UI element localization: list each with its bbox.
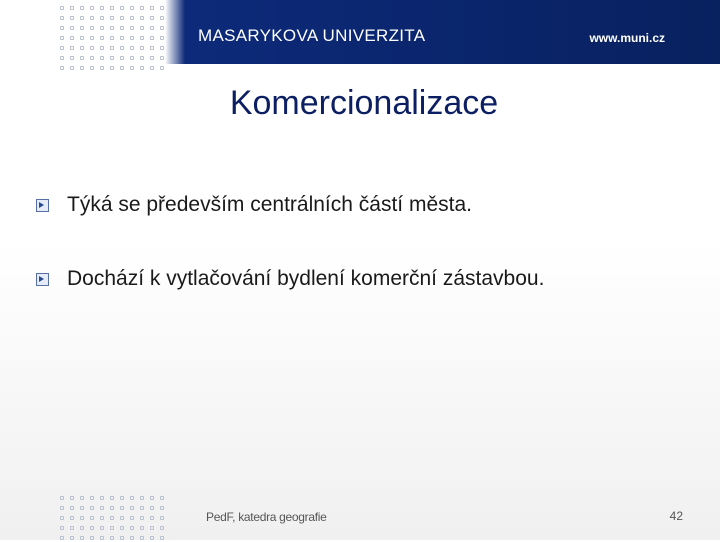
grid-dot xyxy=(90,526,94,530)
grid-dot xyxy=(140,66,144,70)
grid-dot xyxy=(100,506,104,510)
grid-dot xyxy=(140,16,144,20)
grid-dot xyxy=(90,56,94,60)
grid-dot xyxy=(120,506,124,510)
grid-dot xyxy=(90,36,94,40)
grid-dot xyxy=(110,26,114,30)
header-bar xyxy=(0,0,720,64)
grid-dot xyxy=(150,46,154,50)
grid-dot xyxy=(160,46,164,50)
grid-dot xyxy=(80,46,84,50)
grid-dot xyxy=(130,506,134,510)
grid-dot xyxy=(160,36,164,40)
grid-dot xyxy=(120,536,124,540)
grid-dot xyxy=(140,516,144,520)
grid-dot xyxy=(100,496,104,500)
university-name: MASARYKOVA UNIVERZITA xyxy=(198,26,426,45)
grid-dot xyxy=(120,66,124,70)
grid-dot xyxy=(60,16,64,20)
grid-dot xyxy=(100,66,104,70)
grid-dot xyxy=(150,66,154,70)
grid-dot xyxy=(130,56,134,60)
grid-dot xyxy=(80,6,84,10)
grid-dot xyxy=(60,56,64,60)
grid-dot xyxy=(140,56,144,60)
grid-dot xyxy=(60,526,64,530)
grid-dot xyxy=(100,46,104,50)
grid-dot xyxy=(130,536,134,540)
grid-dot xyxy=(60,46,64,50)
grid-dot xyxy=(80,496,84,500)
grid-dot xyxy=(120,6,124,10)
grid-dot xyxy=(120,16,124,20)
grid-dot xyxy=(90,536,94,540)
grid-dot xyxy=(120,526,124,530)
grid-dot xyxy=(80,36,84,40)
grid-dot xyxy=(160,66,164,70)
grid-dot xyxy=(110,46,114,50)
grid-dot xyxy=(160,16,164,20)
grid-dot xyxy=(100,536,104,540)
grid-dot xyxy=(150,56,154,60)
grid-dot xyxy=(130,496,134,500)
grid-dot xyxy=(80,516,84,520)
grid-dot xyxy=(70,66,74,70)
grid-dot xyxy=(160,536,164,540)
grid-dot xyxy=(130,66,134,70)
grid-dot xyxy=(70,46,74,50)
grid-dot xyxy=(90,46,94,50)
grid-dot xyxy=(90,516,94,520)
grid-dot xyxy=(140,6,144,10)
grid-dot xyxy=(60,66,64,70)
grid-dot xyxy=(120,496,124,500)
grid-dot xyxy=(80,536,84,540)
grid-dot xyxy=(120,46,124,50)
grid-dot xyxy=(70,36,74,40)
bullet-list xyxy=(36,190,696,338)
grid-dot xyxy=(60,26,64,30)
grid-dot xyxy=(120,26,124,30)
grid-dot xyxy=(150,526,154,530)
bullet-text: Týká se především centrálních částí města. xyxy=(67,193,472,216)
grid-dot xyxy=(90,26,94,30)
grid-dot xyxy=(60,36,64,40)
grid-dot xyxy=(70,6,74,10)
grid-dot xyxy=(150,16,154,20)
grid-dot xyxy=(110,56,114,60)
grid-dot xyxy=(70,506,74,510)
grid-dot xyxy=(60,496,64,500)
grid-dot xyxy=(100,516,104,520)
grid-dot xyxy=(100,526,104,530)
grid-dot xyxy=(120,36,124,40)
grid-dot xyxy=(120,516,124,520)
grid-dot xyxy=(80,56,84,60)
grid-dot xyxy=(70,56,74,60)
grid-dot xyxy=(90,66,94,70)
grid-dot xyxy=(160,26,164,30)
grid-dot xyxy=(150,6,154,10)
grid-dot xyxy=(70,16,74,20)
grid-dot xyxy=(110,66,114,70)
grid-dot xyxy=(60,516,64,520)
grid-dot xyxy=(110,6,114,10)
page-number: 42 xyxy=(669,509,683,523)
grid-dot xyxy=(110,536,114,540)
grid-dot xyxy=(100,56,104,60)
grid-dot xyxy=(80,506,84,510)
grid-dot xyxy=(90,496,94,500)
bullet-arrow-icon xyxy=(36,199,49,212)
bullet-arrow-icon xyxy=(36,273,49,286)
grid-dot xyxy=(60,6,64,10)
grid-dot xyxy=(70,26,74,30)
grid-dot xyxy=(90,16,94,20)
grid-dot xyxy=(130,36,134,40)
grid-dot xyxy=(80,526,84,530)
grid-dot xyxy=(140,26,144,30)
grid-dot xyxy=(70,536,74,540)
grid-dot xyxy=(160,56,164,60)
footer-text: PedF, katedra geografie xyxy=(206,510,327,524)
grid-dot xyxy=(130,6,134,10)
dot-grid-decoration-icon xyxy=(58,494,166,542)
grid-dot xyxy=(140,36,144,40)
grid-dot xyxy=(80,16,84,20)
grid-dot xyxy=(100,16,104,20)
grid-dot xyxy=(150,26,154,30)
grid-dot xyxy=(160,6,164,10)
grid-dot xyxy=(150,516,154,520)
grid-dot xyxy=(130,516,134,520)
grid-dot xyxy=(160,506,164,510)
grid-dot xyxy=(140,46,144,50)
grid-dot xyxy=(60,506,64,510)
grid-dot xyxy=(80,66,84,70)
grid-dot xyxy=(160,526,164,530)
grid-dot xyxy=(140,536,144,540)
grid-dot xyxy=(130,526,134,530)
grid-dot xyxy=(130,26,134,30)
grid-dot xyxy=(100,6,104,10)
grid-dot xyxy=(70,516,74,520)
grid-dot xyxy=(150,36,154,40)
website-url: www.muni.cz xyxy=(589,31,665,45)
grid-dot xyxy=(120,56,124,60)
grid-dot xyxy=(90,6,94,10)
grid-dot xyxy=(100,26,104,30)
grid-dot xyxy=(110,516,114,520)
grid-dot xyxy=(110,16,114,20)
grid-dot xyxy=(150,506,154,510)
slide-title: Komercionalizace xyxy=(229,84,499,122)
grid-dot xyxy=(130,16,134,20)
grid-dot xyxy=(60,536,64,540)
grid-dot xyxy=(140,506,144,510)
bullet-item xyxy=(36,264,696,294)
grid-dot xyxy=(160,496,164,500)
grid-dot xyxy=(140,526,144,530)
grid-dot xyxy=(80,26,84,30)
grid-dot xyxy=(130,46,134,50)
grid-dot xyxy=(110,506,114,510)
grid-dot xyxy=(110,36,114,40)
grid-dot xyxy=(140,496,144,500)
grid-dot xyxy=(90,506,94,510)
bullet-text: Dochází k vytlačování bydlení komerční zástavbou. xyxy=(67,267,545,290)
bullet-item xyxy=(36,190,696,220)
grid-dot xyxy=(110,526,114,530)
grid-dot xyxy=(100,36,104,40)
grid-dot xyxy=(70,526,74,530)
grid-dot xyxy=(160,516,164,520)
dot-grid-logo-icon xyxy=(58,4,166,72)
grid-dot xyxy=(70,496,74,500)
grid-dot xyxy=(150,536,154,540)
grid-dot xyxy=(150,496,154,500)
grid-dot xyxy=(110,496,114,500)
